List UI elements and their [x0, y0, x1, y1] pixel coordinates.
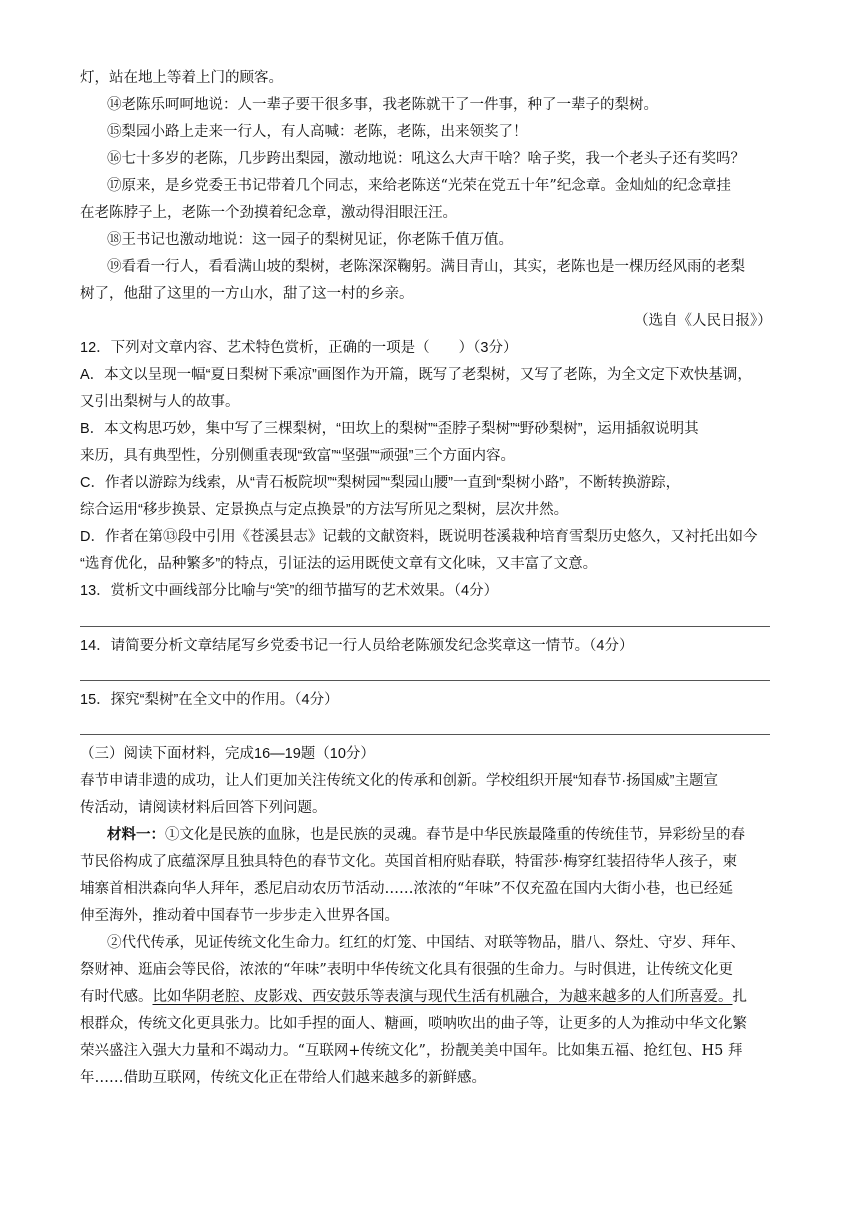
question-12-option-d-line1: D．作者在第⑬段中引用《苍溪县志》记载的文献资料，既说明苍溪栽种培育雪梨历史悠久，又衬托出如今 [80, 529, 758, 545]
material-1-label: 材料一： [107, 826, 165, 843]
question-12-option-d-line2: “选育优化，品种繁多”的特点，引证法的运用既使文章有文化味，又丰富了文意。 [80, 556, 598, 572]
answer-line-15 [80, 734, 770, 735]
story-source: （选自《人民日报》） [634, 313, 772, 329]
material-1-line1 [107, 825, 745, 845]
material-2-line4: 根群众，传统文化更具张力。比如手捏的面人、糖画，唢呐吹出的曲子等，让更多的人为推动中华文化繁 [80, 1016, 747, 1032]
answer-line-13 [80, 626, 770, 627]
underlined-example-sentence: 比如华阴老腔、皮影戏、西安鼓乐等表演与现代生活有机融合，为越来越多的人们所喜爱。 [152, 989, 733, 1005]
story-para-17-line1: ⑰原来，是乡党委王书记带着几个同志，来给老陈送“光荣在党五十年”纪念章。金灿灿的纪念章挂 [107, 178, 731, 194]
question-12-option-c-line2: 综合运用“移步换景、定景换点与定点换景”的方法写所见之梨树，层次井然。 [80, 502, 569, 518]
question-12-option-b-line1: B．本文构思巧妙，集中写了三棵梨树，“田坎上的梨树”“歪脖子梨树”“野砂梨树”，运用插叙说明其 [80, 421, 699, 437]
question-12-option-b-line2: 来历，具有典型性，分别侧重表现“致富”“坚强”“顽强”三个方面内容。 [80, 448, 515, 464]
material-2-line5: 荣兴盛注入强大力量和不竭动力。“互联网+传统文化”，扮靓美美中国年。比如集五福、抢红包、H5 拜 [80, 1043, 743, 1059]
material-2-line3 [80, 987, 747, 1007]
story-para-17-line2: 在老陈脖子上，老陈一个劲摸着纪念章，激动得泪眼汪汪。 [80, 205, 457, 221]
material-2-line1: ②代代传承，见证传统文化生命力。红红的灯笼、中国结、对联等物品，腊八、祭灶、守岁、拜年、 [107, 935, 745, 951]
material-2-line3-lead: 有时代感。 [80, 989, 153, 1005]
section-3-heading: （三）阅读下面材料，完成16—19题（10分） [80, 746, 375, 762]
question-12-option-c-line1: C．作者以游踪为线索，从“青石板院坝”“梨树园”“梨园山腰”一直到“梨树小路”，不断转换游踪， [80, 475, 681, 491]
story-para-14: ⑭老陈乐呵呵地说：人一辈子要干很多事，我老陈就干了一件事，种了一辈子的梨树。 [107, 97, 658, 113]
story-para-13-tail: 灯，站在地上等着上门的顾客。 [80, 70, 283, 86]
story-para-19-line1: ⑲看看一行人，看看满山坡的梨树，老陈深深鞠躬。满目青山，其实，老陈也是一棵历经风雨的老梨 [107, 259, 745, 275]
material-2-line3-tail: 扎 [732, 989, 747, 1005]
answer-line-14 [80, 680, 770, 681]
question-12-stem: 12．下列对文章内容、艺术特色赏析，正确的一项是（ ）（3分） [80, 340, 518, 356]
material-2-line2: 祭财神、逛庙会等民俗，浓浓的“年味”表明中华传统文化具有很强的生命力。与时俱进，让传统文化更 [80, 962, 733, 978]
story-para-19-line2: 树了，他甜了这里的一方山水，甜了这一村的乡亲。 [80, 286, 414, 302]
question-12-option-a-line1: A．本文以呈现一幅“夏日梨树下乘凉”画图作为开篇，既写了老梨树，又写了老陈，为全文定下欢快基调， [80, 367, 752, 383]
question-15: 15．探究“梨树”在全文中的作用。（4分） [80, 692, 339, 708]
story-para-16: ⑯七十多岁的老陈，几步跨出梨园，激动地说：吼这么大声干啥？啥子奖，我一个老头子还有奖吗？ [107, 151, 745, 167]
material-1-text: ①文化是民族的血脉，也是民族的灵魂。春节是中华民族最隆重的传统佳节，异彩纷呈的春 [165, 827, 745, 843]
material-1-line2: 节民俗构成了底蕴深厚且独具特色的春节文化。英国首相府贴春联，特雷莎·梅穿红装招待华人孩子，柬 [80, 854, 738, 870]
question-12-option-a-line2: 又引出梨树与人的故事。 [80, 394, 240, 410]
question-14: 14．请简要分析文章结尾写乡党委书记一行人员给老陈颁发纪念奖章这一情节。（4分） [80, 638, 634, 654]
section-3-intro-line1: 春节申请非遗的成功，让人们更加关注传统文化的传承和创新。学校组织开展“知春节·扬国威”主题宣 [80, 773, 718, 789]
section-3-intro-line2: 传活动，请阅读材料后回答下列问题。 [80, 800, 327, 816]
story-para-18: ⑱王书记也激动地说：这一园子的梨树见证，你老陈千值万值。 [107, 232, 513, 248]
material-2-line6: 年……借助互联网，传统文化正在带给人们越来越多的新鲜感。 [80, 1070, 486, 1086]
story-para-15: ⑮梨园小路上走来一行人，有人高喊：老陈，老陈，出来领奖了！ [107, 124, 528, 140]
material-1-line4: 伸至海外，推动着中国春节一步步走入世界各国。 [80, 908, 399, 924]
material-1-line3: 埔寨首相洪森向华人拜年，悉尼启动农历节活动……浓浓的“年味”不仅充盈在国内大街小巷，也已经延 [80, 881, 733, 897]
question-13: 13．赏析文中画线部分比喻与“笑”的细节描写的艺术效果。（4分） [80, 583, 499, 599]
